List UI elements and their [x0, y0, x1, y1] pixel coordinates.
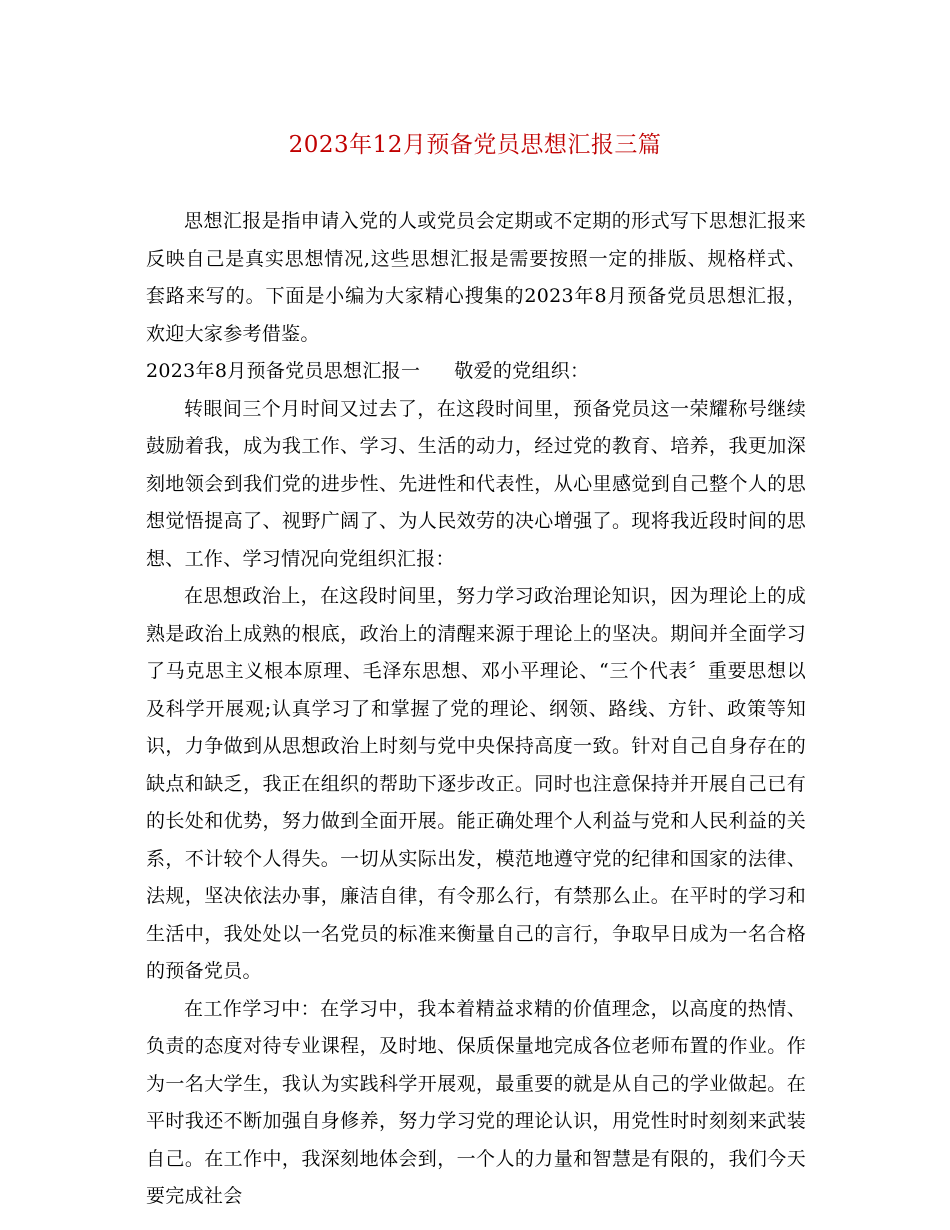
- document-body: [146, 203, 806, 1216]
- body-paragraph-3: 在工作学习中：在学习中，我本着精益求精的价值理念，以高度的热情、负责的态度对待专业课程，及时地、保质保量地完成各位老师布置的作业。作为一名大学生，我认为实践科学开展观，最重要的就是从自己的学业做起。在平时我还不断加强自身修养，努力学习党的理论认识，用党性时时刻刻来武装自己。在工作中，我深刻地体会到，一个人的力量和智慧是有限的，我们今天要完成社会: [146, 997, 806, 1207]
- body-paragraph-2: 在思想政治上，在这段时间里，努力学习政治理论知识，因为理论上的成熟是政治上成熟的根底，政治上的清醒来源于理论上的坚决。期间并全面学习了马克思主义根本原理、毛泽东思想、邓小平理论、“三个代表〞重要思想以及科学开展观;认真学习了和掌握了党的理论、纲领、路线、方针、政策等知识，力争做到从思想政治上时刻与党中央保持高度一致。针对自己自身存在的缺点和缺乏，我正在组织的帮助下逐步改正。同时也注意保持并开展自己已有的长处和优势，努力做到全面开展。能正确处理个人利益与党和人民利益的关系，不计较个人得失。一切从实际出发，模范地遵守党的纪律和国家的法律、法规，坚决依法办事，廉洁自律，有令那么行，有禁那么止。在平时的学习和生活中，我处处以一名党员的标准来衡量自己的言行，争取早日成为一名合格的预备党员。: [146, 585, 806, 982]
- section-heading: 2023年8月预备党员思想汇报一: [146, 360, 421, 382]
- document-title: 2023年12月预备党员思想汇报三篇: [288, 132, 662, 158]
- body-paragraph-1: 转眼间三个月时间又过去了，在这段时间里，预备党员这一荣耀称号继续鼓励着我，成为我工作、学习、生活的动力，经过党的教育、培养，我更加深刻地领会到我们党的进步性、先进性和代表性，从心里感觉到自己整个人的思想觉悟提高了、视野广阔了、为人民效劳的决心增强了。现将我近段时间的思想、工作、学习情况向党组织汇报：: [146, 397, 806, 570]
- salutation: 敬爱的党组织：: [454, 360, 590, 382]
- intro-paragraph: 思想汇报是指申请入党的人或党员会定期或不定期的形式写下思想汇报来反映自己是真实思想情况,这些思想汇报是需要按照一定的排版、规格样式、套路来写的。下面是小编为大家精心搜集的2023年8月预备党员思想汇报，欢迎大家参考借鉴。: [146, 210, 806, 345]
- section-heading-line: [146, 353, 806, 391]
